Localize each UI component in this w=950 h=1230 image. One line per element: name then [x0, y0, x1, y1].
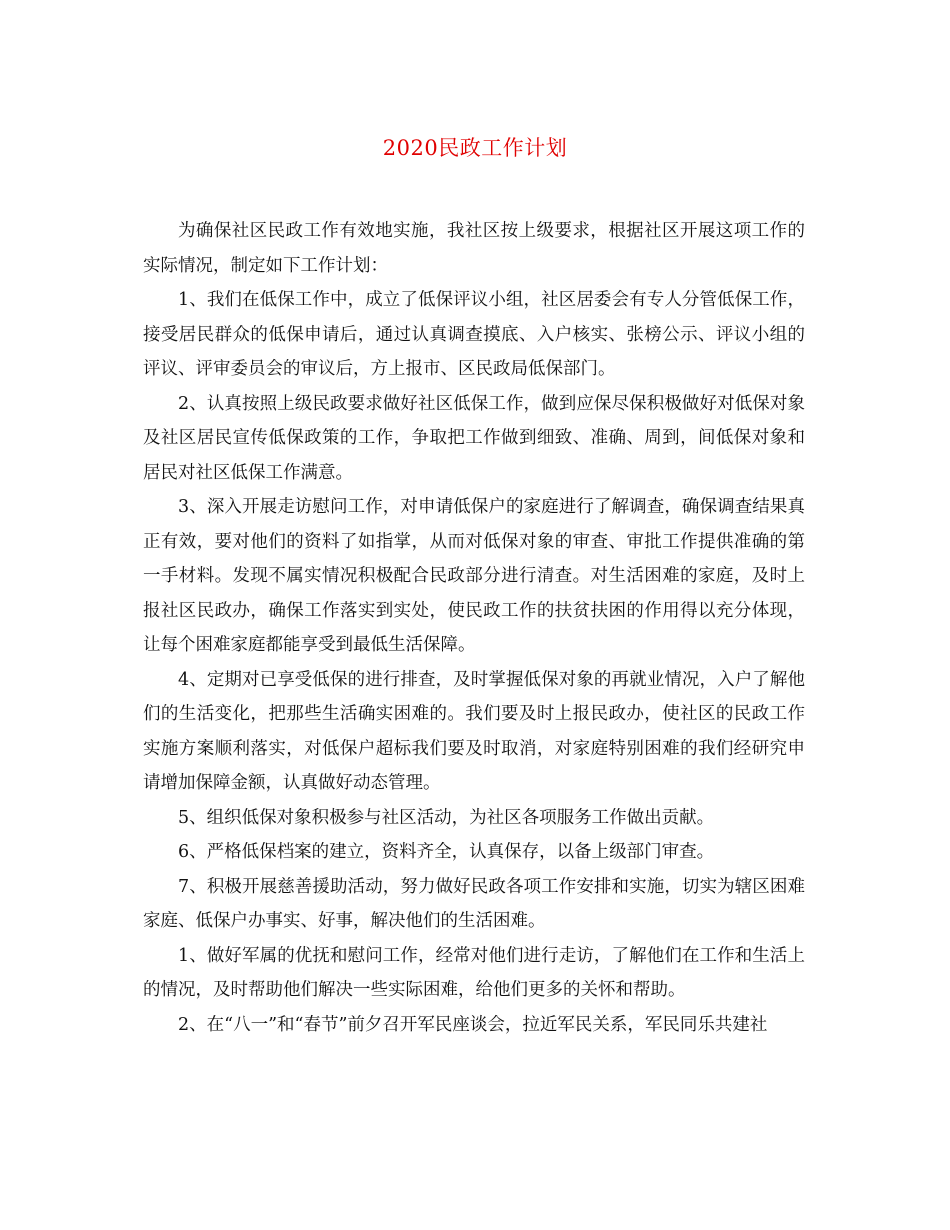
paragraph-item: 1、我们在低保工作中，成立了低保评议小组，社区居委会有专人分管低保工作，接受居民群众的低保申请后，通过认真调查摸底、入户核实、张榜公示、评议小组的评议、评审委员会的审议后，方上报市、区民政局低保部门。 [143, 290, 805, 379]
paragraph-item: 3、深入开展走访慰问工作，对申请低保户的家庭进行了解调查，确保调查结果真正有效，要对他们的资料了如指掌，从而对低保对象的审查、审批工作提供准确的第一手材料。发现不属实情况积极配合民政部分进行清查。对生活困难的家庭，及时上报社区民政办，确保工作落实到实处，使民政工作的扶贫扶困的作用得以充分体现，让每个困难家庭都能享受到最低生活保障。 [143, 497, 805, 655]
paragraph-item: 2、在“八一”和“春节”前夕召开军民座谈会，拉近军民关系，军民同乐共建社 [178, 1014, 768, 1035]
paragraph-item: 7、积极开展慈善援助活动，努力做好民政各项工作安排和实施，切实为辖区困难家庭、低保户办事实、好事，解决他们的生活困难。 [143, 876, 805, 931]
paragraph-item: 4、定期对已享受低保的进行排查，及时掌握低保对象的再就业情况，入户了解他们的生活变化，把那些生活确实困难的。我们要及时上报民政办，使社区的民政工作实施方案顺利落实，对低保户超标我们要及时取消，对家庭特别困难的我们经研究申请增加保障金额，认真做好动态管理。 [143, 669, 805, 793]
paragraph-item: 2、认真按照上级民政要求做好社区低保工作，做到应保尽保积极做好对低保对象及社区居民宣传低保政策的工作，争取把工作做到细致、准确、周到，间低保对象和居民对社区低保工作满意。 [143, 393, 805, 483]
paragraph-item: 6、严格低保档案的建立，资料齐全，认真保存，以备上级部门审查。 [178, 842, 715, 862]
paragraph-intro: 为确保社区民政工作有效地实施，我社区按上级要求，根据社区开展这项工作的实际情况，制定如下工作计划： [143, 221, 805, 276]
paragraph-item: 5、组织低保对象积极参与社区活动，为社区各项服务工作做出贡献。 [178, 807, 715, 828]
document-body [143, 214, 805, 1042]
document-title: 2020民政工作计划 [382, 136, 568, 160]
paragraph-item: 1、做好军属的优抚和慰问工作，经常对他们进行走访，了解他们在工作和生活上的情况，及时帮助他们解决一些实际困难，给他们更多的关怀和帮助。 [143, 945, 805, 1000]
